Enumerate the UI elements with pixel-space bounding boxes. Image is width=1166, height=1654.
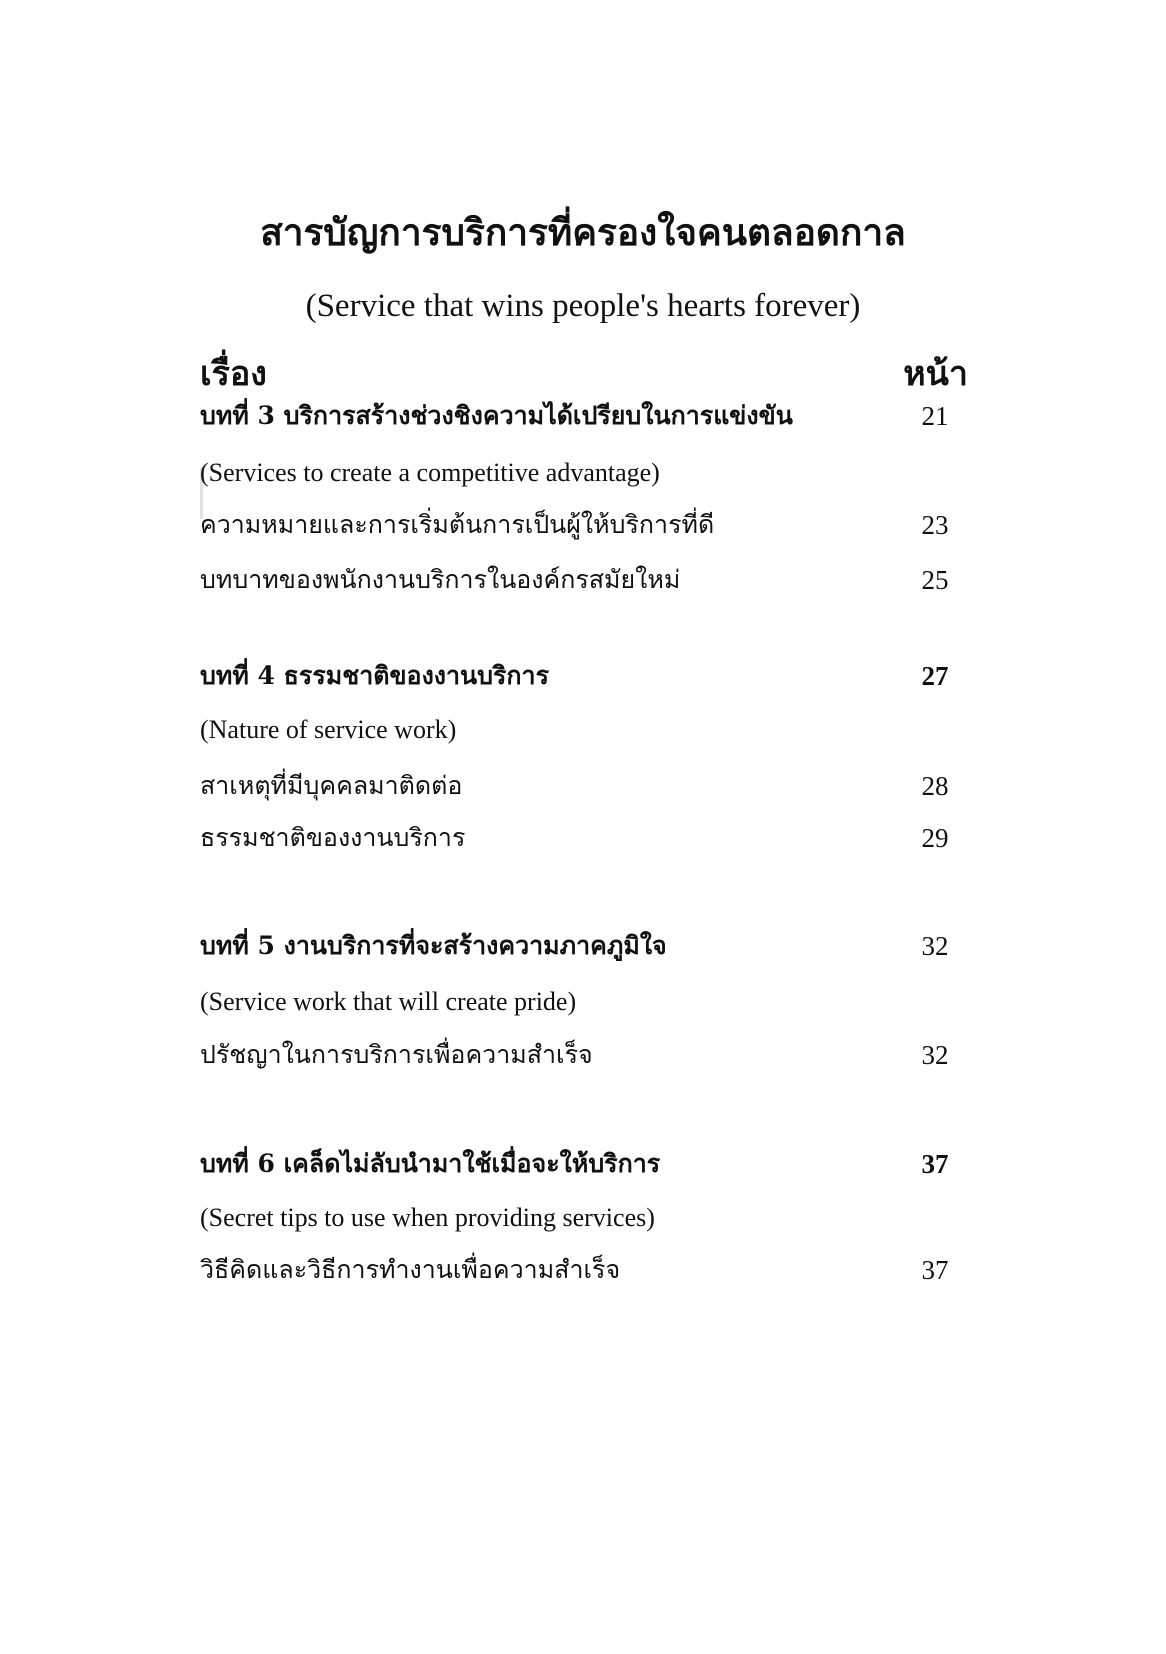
- toc-section-row: [200, 503, 970, 543]
- toc-section-row: [200, 558, 970, 598]
- toc-chapter-row: [200, 1142, 970, 1182]
- toc-entry-english: (Secret tips to use when providing services): [200, 1203, 655, 1232]
- toc-page-number: 37: [921, 1149, 949, 1179]
- page-title: สารบัญการบริการที่ครองใจคนตลอดกาล: [260, 210, 906, 254]
- toc-page-number: 32: [921, 931, 949, 961]
- toc-english-row: [200, 1196, 970, 1236]
- toc-entry-english: (Service work that will create pride): [200, 987, 577, 1016]
- toc-entry-title: บทที่ 5 งานบริการที่จะสร้างความภาคภูมิใจ: [200, 931, 667, 960]
- toc-entry-title: บทที่ 3 บริการสร้างช่วงชิงความได้เปรียบในการแข่งขัน: [200, 401, 793, 430]
- toc-entry-title: สาเหตุที่มีบุคคลมาติดต่อ: [200, 771, 463, 800]
- toc-entry-title: บทที่ 6 เคล็ดไม่ลับนำมาใช้เมื่อจะให้บริการ: [200, 1149, 661, 1178]
- toc-section-row: [200, 1248, 970, 1288]
- toc-english-row: [200, 708, 970, 748]
- toc-english-row: [200, 980, 970, 1020]
- toc-entry-title: ความหมายและการเริ่มต้นการเป็นผู้ให้บริการที่ดี: [200, 510, 715, 539]
- toc-page-number: 29: [921, 823, 949, 853]
- toc-entry-title: วิธีคิดและวิธีการทำงานเพื่อความสำเร็จ: [200, 1255, 621, 1284]
- toc-chapter-row: [200, 654, 970, 694]
- toc-section-row: [200, 764, 970, 804]
- toc-entry-title: ธรรมชาติของงานบริการ: [200, 823, 466, 852]
- toc-section-row: [200, 1033, 970, 1073]
- toc-page-number: 27: [921, 661, 949, 691]
- toc-page-number: 23: [921, 510, 949, 540]
- toc-english-row: [200, 451, 970, 491]
- toc-entry-title: บทบาทของพนักงานบริการในองค์กรสมัยใหม่: [200, 565, 681, 594]
- toc-chapter-row: [200, 924, 970, 964]
- toc-entry-title: บทที่ 4 ธรรมชาติของงานบริการ: [200, 661, 550, 690]
- toc-page-number: 25: [921, 565, 949, 595]
- toc-section-row: [200, 816, 970, 856]
- toc-page-number: 37: [921, 1255, 949, 1285]
- toc-chapter-row: [200, 394, 970, 434]
- toc-page-number: 32: [921, 1040, 949, 1070]
- toc-entry-english: (Nature of service work): [200, 715, 457, 744]
- toc-entry-title: ปรัชญาในการบริการเพื่อความสำเร็จ: [200, 1040, 593, 1069]
- toc-entry-english: (Services to create a competitive advantage): [200, 458, 660, 487]
- topic-column-header: เรื่อง: [200, 354, 267, 394]
- toc-page-number: 28: [921, 771, 949, 801]
- page-column-header: หน้า: [903, 354, 968, 394]
- page-subtitle: (Service that wins people's hearts forever): [305, 288, 861, 324]
- toc-page-number: 21: [921, 401, 949, 431]
